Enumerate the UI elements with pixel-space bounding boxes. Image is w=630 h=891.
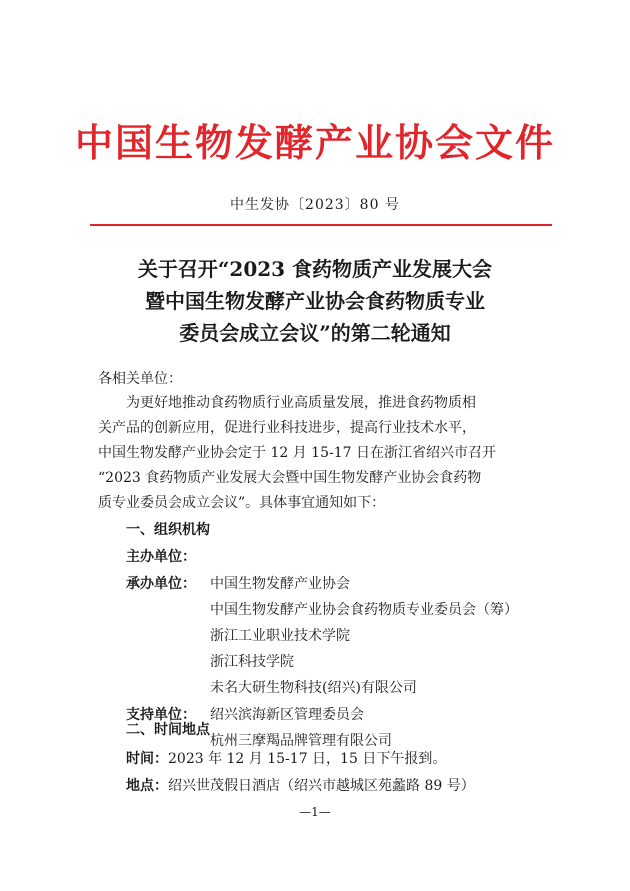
host-label: 主办单位： [126,549,196,565]
document-number: 中生发协〔2023〕80 号 [230,197,400,213]
intro-line: 为更好地推动食药物质行业高质量发展，推进食药物质相 [126,395,476,411]
organizer-item: 未名大研生物科技(绍兴)有限公司 [210,680,417,696]
section-heading-organization: 一、组织机构 [126,522,210,538]
organizer-item: 中国生物发酵产业协会食药物质专业委员会（筹） [210,602,518,618]
headline-line: 关于召开“2023 食药物质产业发展大会 [137,257,493,281]
page-number: —1— [299,805,331,819]
supporter-item: 绍兴滨海新区管理委员会 [210,707,364,723]
red-divider [90,224,552,226]
intro-line: 关产品的创新应用，促进行业科技进步，提高行业技术水平， [98,420,476,436]
intro-line: 质专业委员会成立会议”。具体事宜通知如下： [98,495,386,511]
time-label: 时间： [126,751,168,767]
notice-headline [60,253,570,349]
section-heading-time-place: 二、时间地点 [126,722,210,738]
time-value: 2023 年 12 月 15-17 日，15 日下午报到。 [168,751,447,767]
place-value: 绍兴世茂假日酒店（绍兴市越城区苑蠡路 89 号） [168,778,475,794]
salutation: 各相关单位： [98,371,182,387]
headline-line: 暨中国生物发酵产业协会食药物质专业 [145,289,485,313]
organizer-label: 承办单位： [126,576,196,592]
headline-line: 委员会成立会议”的第二轮通知 [179,321,451,345]
intro-line: “2023 食药物质产业发展大会暨中国生物发酵产业协会食药物 [98,470,482,486]
intro-line: 中国生物发酵产业协会定于 12 月 15-17 日在浙江省绍兴市召开 [98,445,496,461]
host-value: 中国生物发酵产业协会 [210,576,350,592]
organizer-item: 浙江科技学院 [210,654,294,670]
place-label: 地点： [126,778,168,794]
support-label: 支持单位： [126,707,196,723]
supporter-item: 杭州三摩羯品牌管理有限公司 [210,733,392,749]
org-title: 中国生物发酵产业协会文件 [74,120,555,165]
organizer-item: 浙江工业职业技术学院 [210,628,350,644]
